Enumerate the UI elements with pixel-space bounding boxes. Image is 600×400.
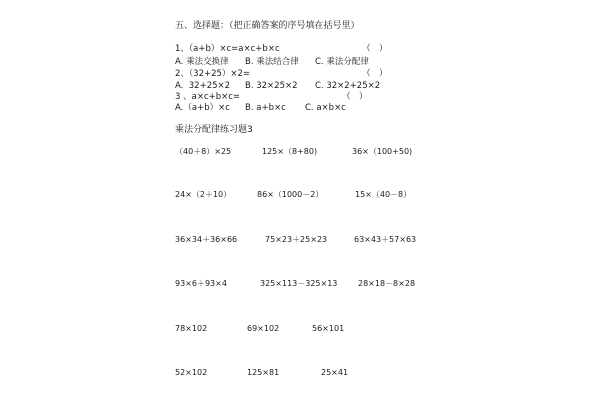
question-3-option-c: C. a×b×c xyxy=(305,103,346,113)
problem-r2-c1: 24×（2＋10） xyxy=(175,190,232,199)
question-1-blank: （ ） xyxy=(362,44,388,54)
problem-r6-c2: 125×81 xyxy=(247,368,280,377)
question-3-stem: 3 、a×c+b×c= xyxy=(175,92,241,102)
question-2-blank: （ ） xyxy=(362,69,388,79)
problem-r4-c2: 325×113－325×13 xyxy=(260,279,338,288)
question-3-option-b: B. a+b×c xyxy=(245,103,286,113)
question-2-option-b: B. 32×25×2 xyxy=(245,81,298,91)
problem-r1-c3: 36×（100+50) xyxy=(352,147,413,156)
question-2-stem: 2、（32+25）×2= xyxy=(175,69,251,79)
problem-r4-c3: 28×18－8×28 xyxy=(358,279,416,288)
question-1-option-b: B. 乘法结合律 xyxy=(245,57,299,67)
question-2-option-c: C. 32×2+25×2 xyxy=(315,81,381,91)
question-2-option-a: A. 32+25×2 xyxy=(175,81,231,91)
question-1-stem: 1、（a+b）×c=a×c+b×c xyxy=(175,44,280,54)
question-3-option-a: A.（a+b）×c xyxy=(175,103,230,113)
problem-r1-c2: 125×（8+80) xyxy=(262,147,318,156)
problem-r4-c1: 93×6＋93×4 xyxy=(175,279,227,288)
question-3-blank: （ ） xyxy=(342,92,368,102)
problem-r3-c3: 63×43＋57×63 xyxy=(354,235,417,244)
problem-r3-c2: 75×23＋25×23 xyxy=(265,235,328,244)
problem-r6-c1: 52×102 xyxy=(175,368,208,377)
problem-r1-c1: （40＋8）×25 xyxy=(175,147,232,156)
problem-r2-c3: 15×（40－8） xyxy=(355,190,412,199)
problem-r5-c2: 69×102 xyxy=(247,324,280,333)
problem-r2-c2: 86×（1000－2） xyxy=(257,190,324,199)
problem-r5-c1: 78×102 xyxy=(175,324,208,333)
practice-title: 乘法分配律练习题3 xyxy=(175,125,253,135)
question-1-option-c: C. 乘法分配律 xyxy=(315,57,369,67)
question-1-option-a: A. 乘法交换律 xyxy=(175,57,229,67)
section-heading: 五、选择题：（把正确答案的序号填在括号里） xyxy=(175,21,360,31)
problem-r3-c1: 36×34＋36×66 xyxy=(175,235,238,244)
problem-r5-c3: 56×101 xyxy=(312,324,345,333)
problem-r6-c3: 25×41 xyxy=(321,368,349,377)
